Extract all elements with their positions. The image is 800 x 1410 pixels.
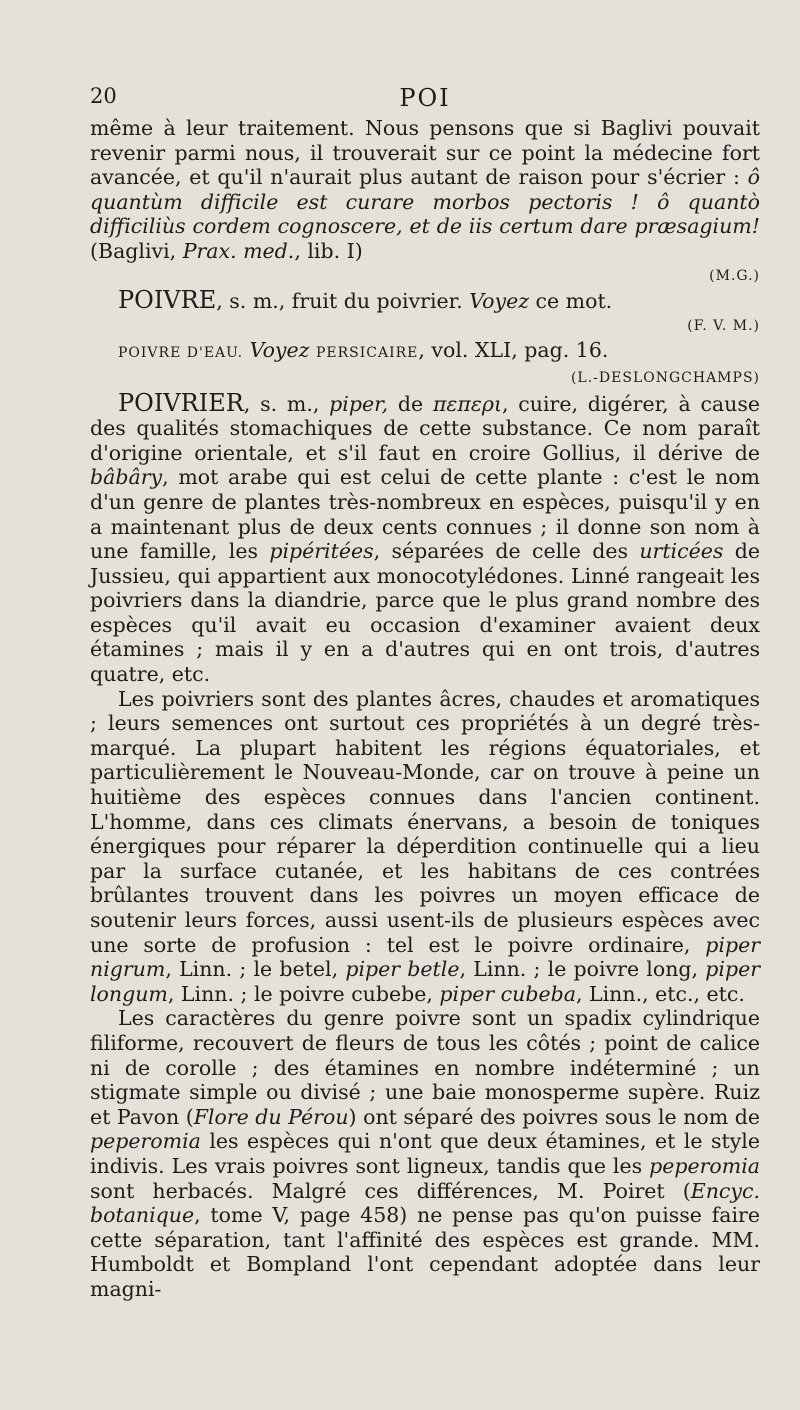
body-text: , Linn. ; le betel, bbox=[165, 957, 346, 982]
entry-poivrier bbox=[90, 388, 761, 687]
entry-poivre-eau bbox=[90, 338, 760, 366]
body-text: ) ont séparé des poivres sous le nom de bbox=[348, 1104, 761, 1129]
body-text: , s. m., fruit du poivrier. bbox=[216, 289, 470, 314]
signature-mg: (M.G.) bbox=[709, 267, 760, 284]
body-text: (Baglivi, bbox=[90, 238, 183, 263]
running-head: POI bbox=[399, 84, 451, 112]
page-body bbox=[90, 116, 760, 1302]
body-text: , tome V, page 458) ne pense pas qu'on puisse faire cette séparation, tant l'affinité des espèces est grande. MM. Humboldt et Bompland l'ont cependant adoptée dans leur magni- bbox=[90, 1203, 760, 1301]
body-text: ce mot. bbox=[529, 289, 613, 314]
signature-deslongchamps: (L.-DESLONGCHAMPS) bbox=[570, 369, 760, 386]
italic-text: Voyez bbox=[469, 289, 530, 314]
italic-text: Flore du Pérou bbox=[193, 1104, 349, 1129]
body-text: de Jussieu, qui appartient aux monocotylédones. Linné rangeait les poivriers dans la diandrie, parce que le plus grand nombre des espèces qu'il avait eu occasion d'examiner avaient deux étamines ; mais il y en a d'autres qui en ont trois, d'autres quatre, etc. bbox=[90, 539, 760, 687]
body-text: de bbox=[388, 391, 433, 416]
signature-fvm: (F. V. M.) bbox=[687, 317, 760, 334]
italic-text: piper cubeba bbox=[439, 981, 576, 1006]
body-text: , Linn. ; le poivre cubebe, bbox=[167, 981, 440, 1006]
italic-text: pipéritées bbox=[269, 539, 374, 564]
italic-text: peperomia bbox=[90, 1129, 201, 1154]
italic-text: piper, bbox=[329, 391, 389, 416]
entry-poivre bbox=[90, 288, 760, 314]
italic-text: piper betle bbox=[345, 957, 460, 982]
body-text: , Linn. ; le poivre long, bbox=[459, 957, 706, 982]
body-text: les espèces qui n'ont que deux étamines, et le style indivis. Les vrais poivres sont ligneux, tandis que les bbox=[90, 1129, 760, 1178]
body-text: même à leur traitement. Nous pensons que si Baglivi pouvait revenir parmi nous, il trouverait sur ce point la médecine fort avancée, et qu'il n'aurait plus autant de raison pour s'écrier : bbox=[90, 116, 760, 190]
body-text: , cuire, digérer, à cause des qualités stomachiques de cette substance. Ce nom paraît d'origine orientale, et s'il faut en croire Gollius, il dérive de bbox=[90, 391, 761, 465]
italic-text: piper longum bbox=[90, 957, 760, 1006]
italic-text: πεπερι bbox=[432, 391, 502, 416]
entry-head: POIVRE bbox=[118, 286, 217, 315]
page-number: 20 bbox=[90, 84, 117, 108]
body-text: , vol. XLI, pag. 16. bbox=[418, 338, 609, 363]
italic-text: Encyc. botanique bbox=[90, 1178, 760, 1228]
body-text: PERSICAIRE bbox=[315, 345, 419, 362]
body-text: Les poivriers sont des plantes âcres, chaudes et aromatiques ; leurs semences ont surtout ces propriétés à un degré très-marqué. La plupart habitent les régions équatoriales, et particulièrement le Nouveau-Monde, car on trouve à peine un huitième des espèces connues dans l'ancien continent. L'homme, dans ces climats énervans, a besoin de toniques énergiques pour réparer la déperdition continuelle qui a lieu par la surface cutanée, et les habitans de ces contrées brûlantes trouvent dans les poivres un moyen efficace de soutenir leurs forces, aussi usent-ils de plusieurs espèces avec une sorte de profusion : tel est le poivre ordinaire, bbox=[90, 686, 760, 957]
page-header bbox=[90, 84, 760, 114]
entry-head: POIVRIER bbox=[118, 388, 244, 417]
italic-text: peperomia bbox=[649, 1153, 760, 1178]
body-text: , mot arabe qui est celui de cette plante : c'est le nom d'un genre de plantes très-nombreux en espèces, puisqu'il y en a maintenant plus de deux cents connues ; il donne son nom à une famille, les bbox=[90, 465, 760, 564]
body-text: sont herbacés. Malgré ces différences, M. Poiret ( bbox=[90, 1178, 691, 1203]
body-text: , séparées de celle des bbox=[373, 539, 640, 564]
body-text: , lib. I) bbox=[294, 238, 363, 263]
italic-text: Voyez bbox=[249, 338, 310, 363]
italic-text: Prax. med. bbox=[182, 238, 295, 263]
paragraph-characters bbox=[90, 1006, 760, 1301]
paragraph-properties bbox=[90, 687, 760, 1007]
italic-text: piper nigrum bbox=[90, 932, 760, 982]
italic-text: bâbâry bbox=[90, 465, 163, 490]
body-text: , s. m., bbox=[243, 391, 330, 416]
italic-text: urticées bbox=[639, 539, 724, 564]
continued-paragraph bbox=[90, 116, 760, 264]
body-text: Les caractères du genre poivre sont un spadix cylindrique filiforme, recouvert de fleurs de tous les côtés ; point de calice ni de corolle ; des étamines en nombre indéterminé ; un stigmate simple ou divisé ; une baie monosperme supère. Ruiz et Pavon ( bbox=[90, 1006, 760, 1129]
italic-text: ô quantùm difficile est curare morbos pectoris ! ô quantò difficiliùs cordem cognoscere, et de iis certum dare præsagium! bbox=[90, 165, 760, 239]
body-text: , Linn., etc., etc. bbox=[575, 981, 745, 1006]
entry-head: POIVRE D'EAU. bbox=[118, 345, 244, 362]
